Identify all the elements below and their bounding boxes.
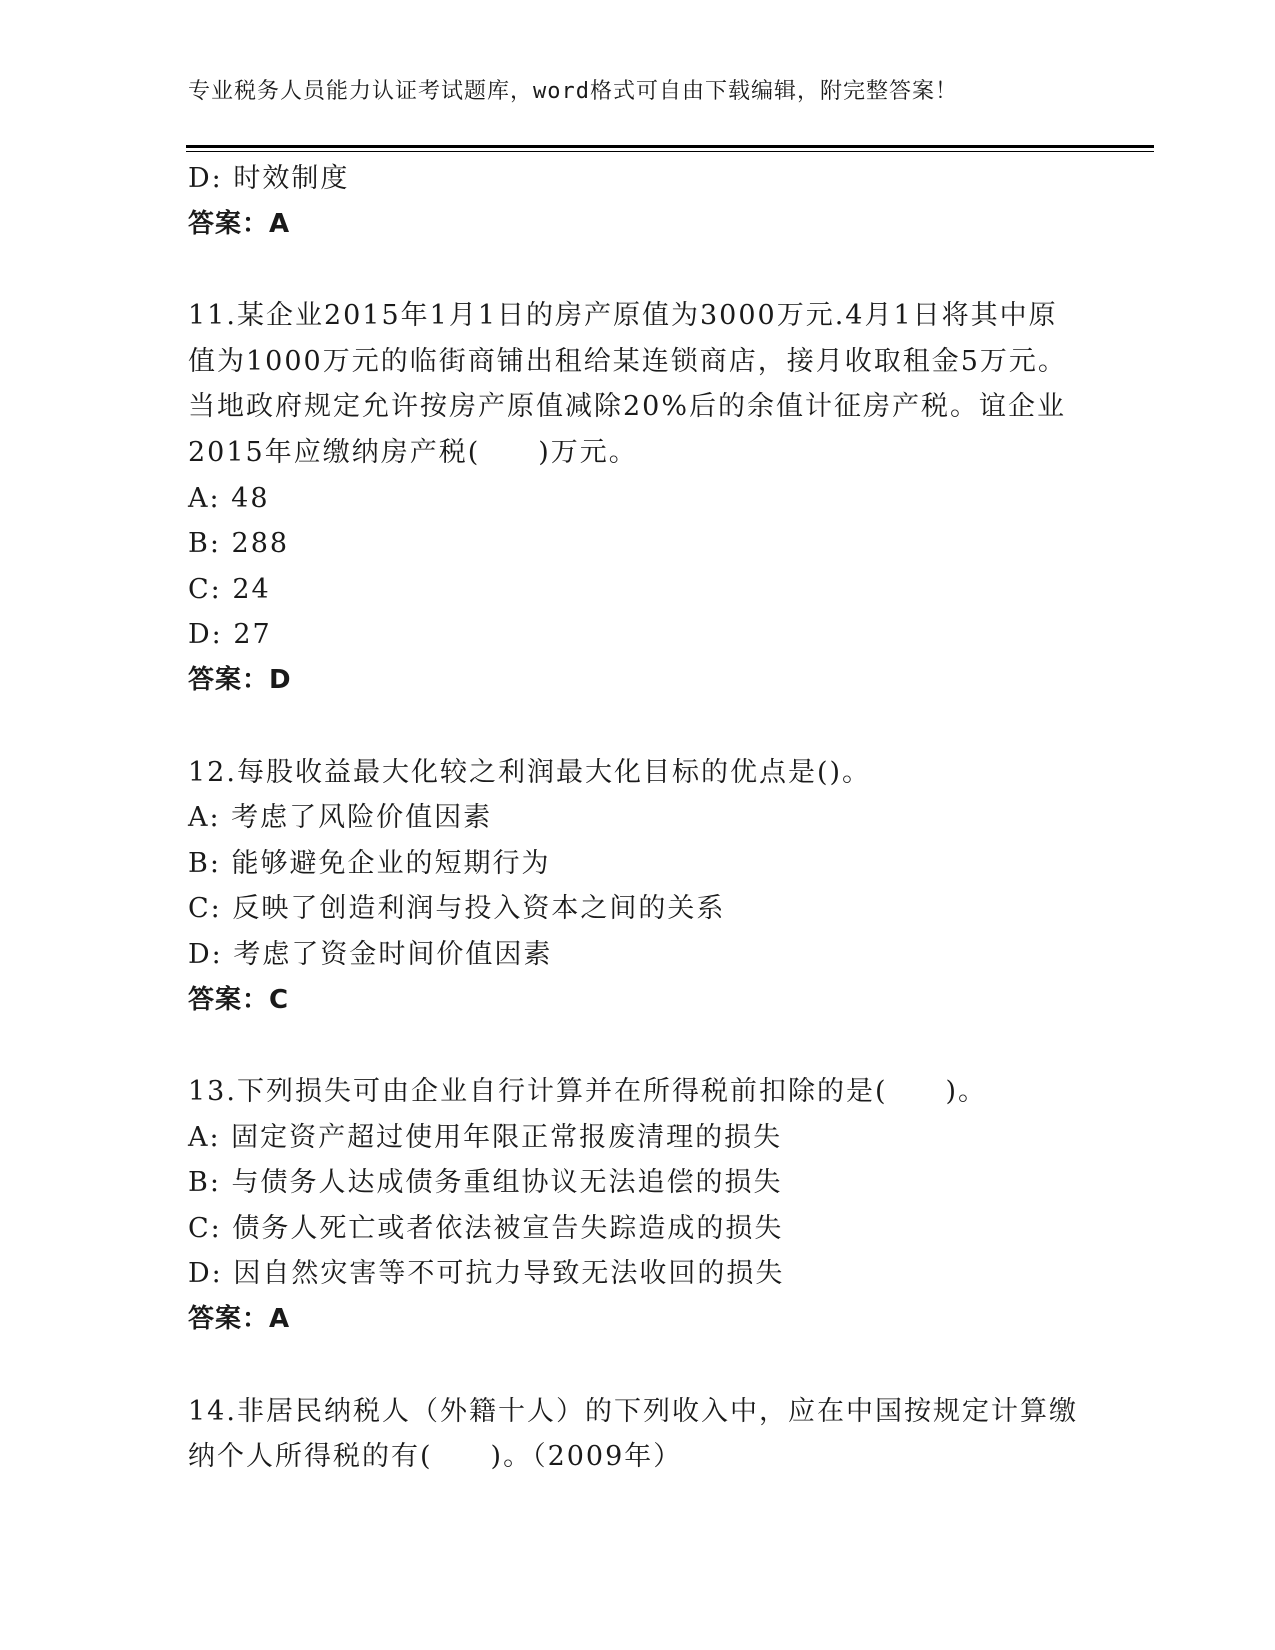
question-text-line: 12.每股收益最大化较之利润最大化目标的优点是()。 [188,756,872,788]
question-text-line: 当地政府规定允许按房产原值减除20%后的余值计征房产税。谊企业 [188,391,1067,423]
answer-line: 答案：C [188,984,290,1015]
option-a: A: 固定资产超过使用年限正常报废清理的损失 [188,1121,783,1153]
spacer [188,1023,1088,1069]
question-text-line: 11.某企业2015年1月1日的房产原值为3000万元.4月1日将其中原 [188,300,1058,332]
question-text-line: 纳个人所得税的有( )。（2009年） [188,1441,683,1473]
answer-line: 答案：D [188,664,292,695]
option-b: B: 与债务人达成债务重组协议无法追偿的损失 [188,1167,783,1199]
option-d: D: 时效制度 [188,163,350,194]
option-a: A: 考虑了风险价值因素 [188,802,493,834]
header-rule-thick [186,145,1154,148]
option-a: A: 48 [188,482,270,514]
answer-line: 答案：A [188,1304,291,1335]
option-b: B: 288 [188,528,290,560]
question-12 [188,750,1088,1024]
spacer [188,704,1088,750]
spacer [188,247,1088,293]
answer-line: 答案：A [188,208,291,239]
question-text-line: 14.非居民纳税人（外籍十人）的下列收入中，应在中国按规定计算缴 [188,1395,1078,1427]
page-header: 专业税务人员能力认证考试题库，word格式可自由下载编辑，附完整答案！ [188,79,958,104]
question-11 [188,293,1088,703]
question-text-line: 值为1000万元的临街商铺出租给某连锁商店，接月收取租金5万元。 [188,345,1067,377]
question-text-line: 2015年应缴纳房产税( )万元。 [188,436,638,468]
option-c: C: 债务人死亡或者依法被宣告失踪造成的损失 [188,1212,784,1244]
question-content [188,156,1088,1480]
question-14 [188,1389,1088,1480]
option-d: D: 因自然灾害等不可抗力导致无法收回的损失 [188,1258,785,1290]
header-rule-thin [186,151,1154,152]
question-13 [188,1069,1088,1343]
option-d: D: 考虑了资金时间价值因素 [188,938,553,970]
option-c: C: 24 [188,573,271,605]
option-d: D: 27 [188,619,272,651]
question-text-line: 13.下列损失可由企业自行计算并在所得税前扣除的是( )。 [188,1076,988,1108]
spacer [188,1343,1088,1389]
option-c: C: 反映了创造利润与投入资本之间的关系 [188,893,726,925]
option-b: B: 能够避免企业的短期行为 [188,847,551,879]
